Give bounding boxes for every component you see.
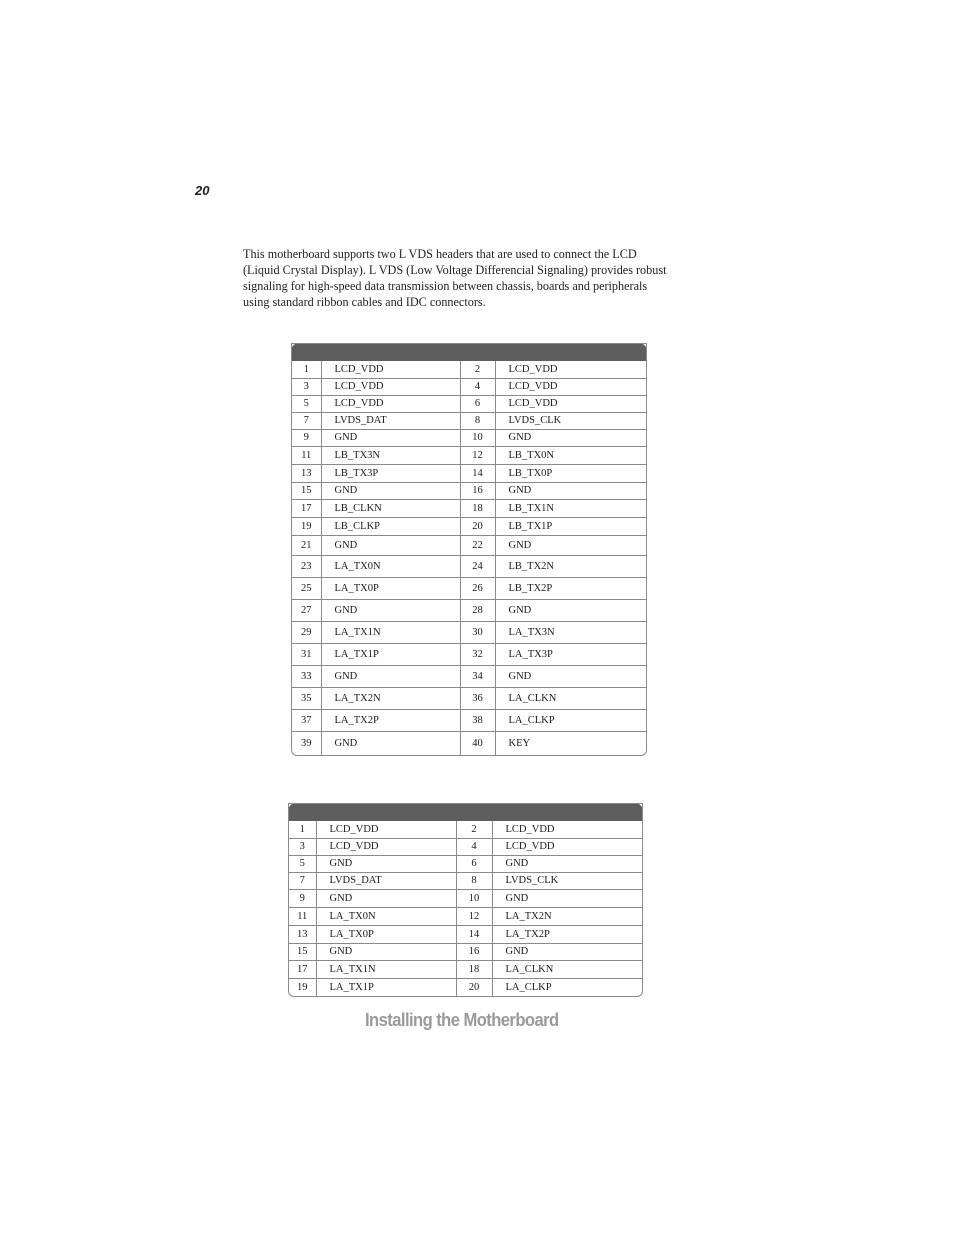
pin-number: 2	[456, 821, 492, 838]
pin-number: 19	[292, 517, 321, 535]
pin-number: 7	[292, 412, 321, 429]
signal-name: GND	[321, 429, 460, 446]
table-row	[292, 378, 646, 395]
signal-name: LB_TX1P	[495, 517, 646, 535]
table-row	[289, 907, 642, 925]
table-row	[292, 464, 646, 482]
pin-number: 19	[289, 978, 316, 996]
signal-name: GND	[316, 943, 456, 960]
table-row	[292, 429, 646, 446]
table-row	[292, 361, 646, 378]
pin-number: 8	[456, 872, 492, 889]
signal-name: GND	[495, 429, 646, 446]
signal-name: LA_CLKP	[495, 709, 646, 731]
table-row	[289, 855, 642, 872]
pin-number: 27	[292, 599, 321, 621]
signal-name: GND	[492, 943, 642, 960]
signal-name: LB_TX2P	[495, 577, 646, 599]
table-row	[292, 709, 646, 731]
pin-number: 12	[456, 907, 492, 925]
table-row	[292, 599, 646, 621]
signal-name: LCD_VDD	[316, 821, 456, 838]
signal-name: LCD_VDD	[321, 395, 460, 412]
pin-number: 10	[456, 889, 492, 907]
pin-number: 4	[456, 838, 492, 855]
table-header-bar	[288, 803, 643, 821]
signal-name: LB_CLKP	[321, 517, 460, 535]
pin-number: 3	[289, 838, 316, 855]
signal-name: LCD_VDD	[492, 838, 642, 855]
intro-line: (Liquid Crystal Display). L VDS (Low Voltage Differencial Signaling) provides robust	[243, 263, 667, 277]
signal-name: LA_CLKP	[505, 981, 552, 993]
table-row	[292, 577, 646, 599]
signal-name: GND	[316, 889, 456, 907]
table-row	[292, 446, 646, 464]
pin-number: 1	[289, 821, 316, 838]
signal-name: GND	[321, 535, 460, 555]
pin-number: 14	[460, 464, 495, 482]
pin-number: 40	[460, 731, 495, 755]
pin-number: 36	[460, 687, 495, 709]
lvds-header-table-40pin	[291, 343, 647, 756]
table-row	[289, 889, 642, 907]
signal-name: LCD_VDD	[495, 361, 646, 378]
signal-name: LVDS_CLK	[495, 412, 646, 429]
pin-number: 11	[289, 907, 316, 925]
signal-name: LA_TX3P	[495, 643, 646, 665]
section-footer-title: Installing the Motherboard	[365, 1010, 559, 1030]
table-row	[289, 925, 642, 943]
pin-number: 1	[292, 361, 321, 378]
signal-name: LA_TX0N	[321, 555, 460, 577]
table-row	[292, 621, 646, 643]
pin-number: 13	[292, 464, 321, 482]
pin-number: 13	[289, 925, 316, 943]
pin-number: 30	[460, 621, 495, 643]
signal-name: GND	[321, 665, 460, 687]
pin-number: 34	[460, 665, 495, 687]
pin-number: 28	[460, 599, 495, 621]
intro-line: This motherboard supports two L VDS headers that are used to connect the LCD	[243, 247, 637, 261]
signal-name: LB_TX0P	[495, 464, 646, 482]
pin-number: 17	[292, 499, 321, 517]
pin-number: 39	[292, 731, 321, 755]
pin-number: 20	[460, 517, 495, 535]
signal-name: LA_CLKN	[492, 960, 642, 978]
table-row	[292, 687, 646, 709]
pin-number: 16	[456, 943, 492, 960]
table-row	[292, 555, 646, 577]
signal-name: LA_TX0P	[321, 577, 460, 599]
pin-number: 10	[460, 429, 495, 446]
pin-number: 11	[292, 446, 321, 464]
table-row	[289, 872, 642, 889]
table-row	[292, 535, 646, 555]
pin-number: 24	[460, 555, 495, 577]
signal-name: LA_TX3N	[495, 621, 646, 643]
intro-line: signaling for high-speed data transmission between chassis, boards and peripherals	[243, 279, 648, 293]
pin-number: 14	[456, 925, 492, 943]
page-number: 20	[195, 183, 210, 198]
pin-number: 23	[292, 555, 321, 577]
pin-number: 31	[292, 643, 321, 665]
signal-name: LB_TX3P	[321, 464, 460, 482]
signal-name: LCD_VDD	[495, 395, 646, 412]
pin-number: 12	[460, 446, 495, 464]
pin-number: 2	[460, 361, 495, 378]
pin-number: 5	[289, 855, 316, 872]
signal-name: LB_CLKN	[321, 499, 460, 517]
signal-name: LA_TX2N	[321, 687, 460, 709]
signal-name: GND	[316, 855, 456, 872]
table-row	[289, 838, 642, 855]
table-row	[289, 978, 642, 996]
pin-number: 21	[292, 535, 321, 555]
pin-number: 33	[292, 665, 321, 687]
pin-number: 18	[456, 960, 492, 978]
pin-number: 7	[289, 872, 316, 889]
table-row	[292, 499, 646, 517]
table-row	[289, 821, 642, 838]
signal-name: GND	[495, 665, 646, 687]
table-row	[292, 643, 646, 665]
pin-number: 6	[460, 395, 495, 412]
pin-number: 18	[460, 499, 495, 517]
pin-number: 9	[292, 429, 321, 446]
table-row	[292, 731, 646, 755]
signal-name: GND	[495, 599, 646, 621]
signal-name: LA_TX1P	[316, 978, 456, 996]
signal-name: LCD_VDD	[495, 378, 646, 395]
pin-number: 37	[292, 709, 321, 731]
table-row	[289, 960, 642, 978]
intro-line: using standard ribbon cables and IDC connectors.	[243, 295, 486, 309]
pin-number: 32	[460, 643, 495, 665]
pin-number: 16	[460, 482, 495, 499]
signal-name: GND	[321, 731, 460, 755]
signal-name: GND	[321, 599, 460, 621]
signal-name: LA_TX0P	[316, 925, 456, 943]
signal-name: LCD_VDD	[321, 378, 460, 395]
signal-name: LA_TX0N	[316, 907, 456, 925]
pin-number: 20	[456, 978, 492, 996]
signal-name: LCD_VDD	[321, 361, 460, 378]
pin-number: 5	[292, 395, 321, 412]
pin-assignment-table	[289, 821, 642, 996]
signal-name: LA_TX1N	[316, 960, 456, 978]
signal-name: LA_TX2P	[492, 925, 642, 943]
pin-number: 26	[460, 577, 495, 599]
pin-number: 3	[292, 378, 321, 395]
pin-number: 35	[292, 687, 321, 709]
signal-name: LA_TX1N	[321, 621, 460, 643]
pin-number: 22	[460, 535, 495, 555]
signal-name: LVDS_DAT	[316, 872, 456, 889]
signal-name: LA_TX2N	[492, 907, 642, 925]
signal-name: LB_TX0N	[495, 446, 646, 464]
signal-name: LB_TX2N	[495, 555, 646, 577]
table-header-bar	[291, 343, 647, 361]
table-row	[292, 412, 646, 429]
signal-name: LCD_VDD	[492, 821, 642, 838]
signal-name: GND	[495, 482, 646, 499]
table-row	[292, 395, 646, 412]
pin-number: 15	[289, 943, 316, 960]
table-row	[289, 943, 642, 960]
pin-number: 38	[460, 709, 495, 731]
pin-number: 6	[456, 855, 492, 872]
signal-name: LCD_VDD	[316, 838, 456, 855]
signal-name: GND	[321, 482, 460, 499]
signal-name: GND	[492, 855, 642, 872]
signal-name: KEY	[508, 737, 531, 749]
pin-number: 15	[292, 482, 321, 499]
pin-assignment-table	[292, 361, 646, 755]
pin-number: 8	[460, 412, 495, 429]
signal-name: LA_TX2P	[321, 709, 460, 731]
table-row	[292, 517, 646, 535]
signal-name: LB_TX1N	[495, 499, 646, 517]
pin-number: 29	[292, 621, 321, 643]
signal-name: LB_TX3N	[321, 446, 460, 464]
table-row	[292, 482, 646, 499]
signal-name: LVDS_CLK	[492, 872, 642, 889]
signal-name: GND	[492, 889, 642, 907]
signal-name: GND	[495, 535, 646, 555]
intro-paragraph	[243, 246, 703, 310]
pin-number: 9	[289, 889, 316, 907]
lvds-header-table-20pin	[288, 803, 643, 997]
table-row	[292, 665, 646, 687]
pin-number: 25	[292, 577, 321, 599]
signal-name: LA_CLKN	[495, 687, 646, 709]
pin-number: 17	[289, 960, 316, 978]
signal-name: LVDS_DAT	[321, 412, 460, 429]
signal-name: LA_TX1P	[321, 643, 460, 665]
pin-number: 4	[460, 378, 495, 395]
